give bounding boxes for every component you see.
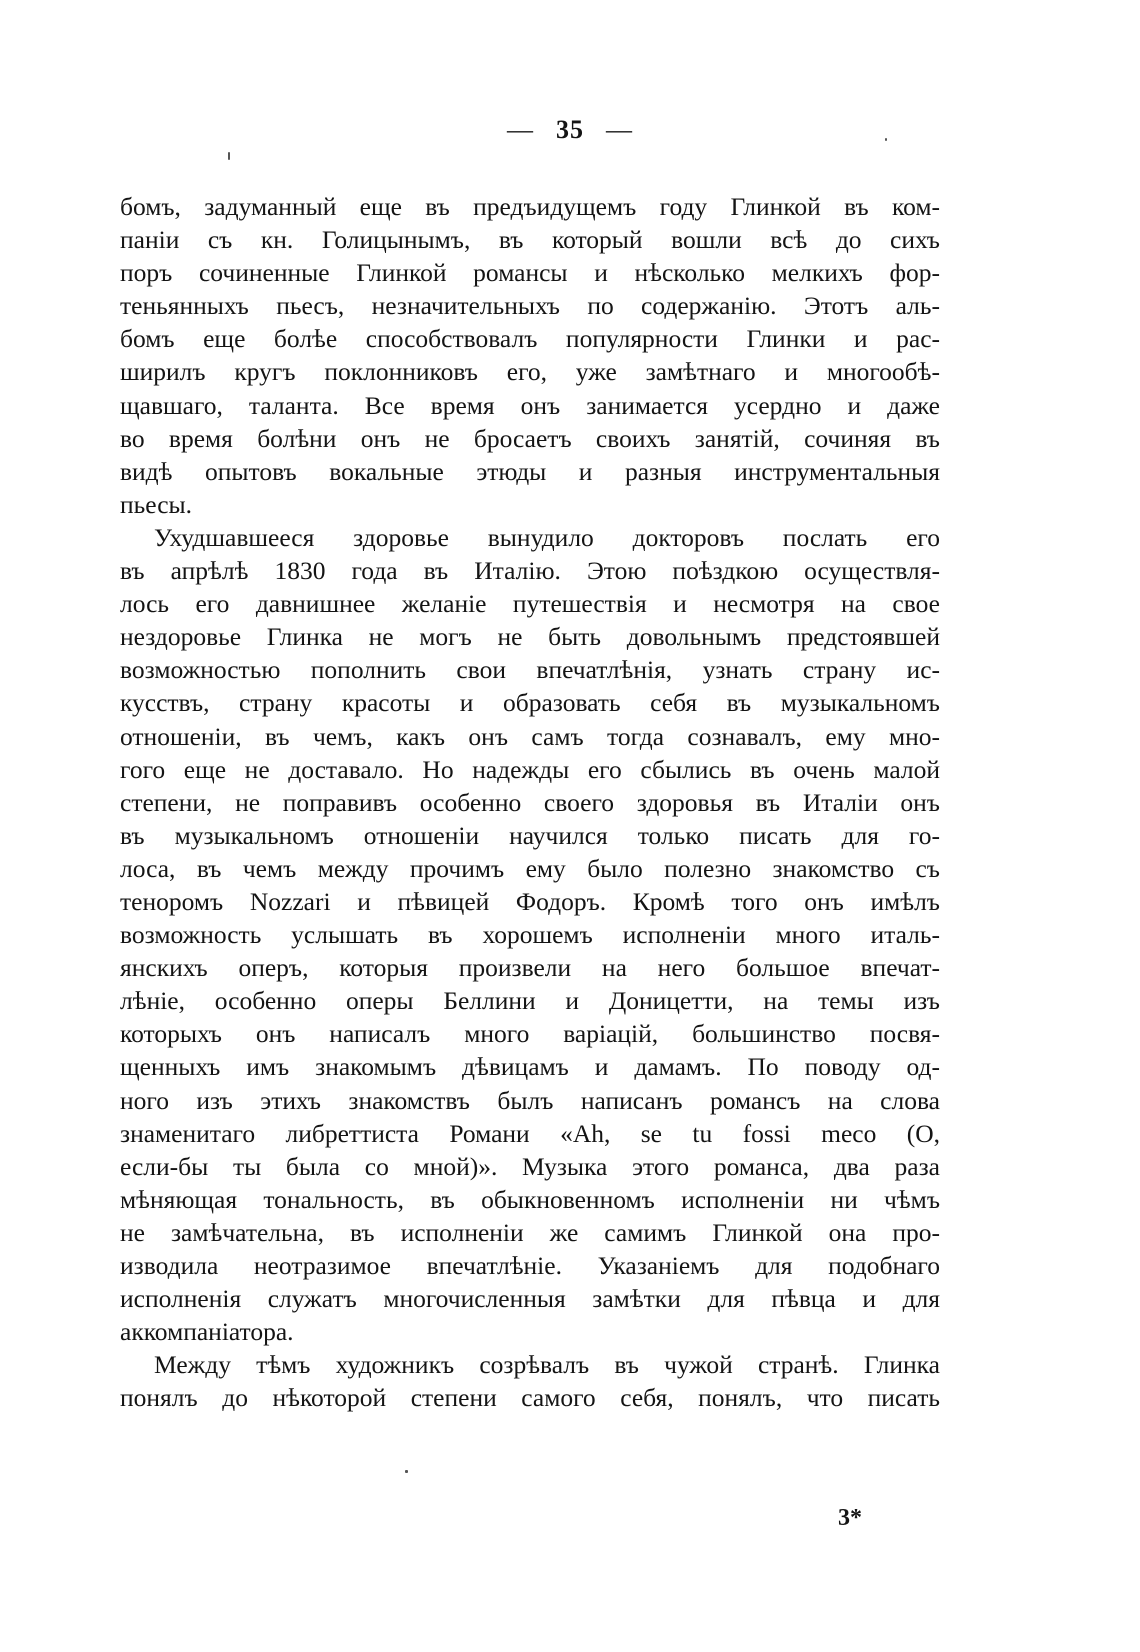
scan-speck — [885, 138, 887, 141]
text-line: изводила неотразимое впечатлѣніе. Указаніемъ для подобнаго — [120, 1251, 940, 1280]
text-line: лось его давнишнее желаніе путешествія и несмотря на свое — [120, 589, 940, 619]
text-line: степени, не поправивъ особенно своего здоровья въ Италіи онъ — [120, 787, 940, 817]
text-line: щенныхъ имъ знакомымъ дѣвицамъ и дамамъ. По поводу од- — [120, 1052, 940, 1082]
text-line: лѣніе, особенно оперы Беллини и Доницетти, на темы изъ — [120, 986, 940, 1016]
page-header — [0, 115, 1140, 145]
text-line: мѣняющая тональность, въ обыкновенномъ исполненіи ни чѣмъ — [120, 1184, 940, 1214]
body-text — [120, 190, 940, 1414]
header-dash-left: — — [507, 115, 534, 144]
text-line: янскихъ оперъ, которыя произвели на него большое впечат- — [120, 953, 940, 983]
text-line: видѣ опытовъ вокальные этюды и разныя инструментальныя — [120, 456, 940, 486]
text-line: возможность услышать въ хорошемъ исполненіи много италь- — [120, 920, 940, 950]
text-line: отношеніи, въ чемъ, какъ онъ самъ тогда сознавалъ, ему мно- — [120, 721, 940, 751]
text-line: теньянныхъ пьесъ, незначительныхъ по содержанію. Этотъ аль- — [120, 291, 940, 321]
text-line: нездоровье Глинка не могъ не быть довольнымъ предстоявшей — [120, 622, 940, 652]
text-line: исполненія служатъ многочисленныя замѣтки для пѣвца и для — [120, 1284, 940, 1314]
text-line: въ апрѣлѣ 1830 года въ Италію. Этою поѣздкою осуществля- — [120, 556, 940, 586]
text-line: аккомпаніатора. — [120, 1317, 294, 1347]
text-line: не замѣчательна, въ исполненіи же самимъ Глинкой она про- — [120, 1217, 940, 1247]
text-line: пьесы. — [120, 489, 193, 519]
scan-speck — [228, 152, 230, 160]
text-line: которыхъ онъ написалъ много варіацій, большинство посвя- — [120, 1019, 940, 1049]
signature-mark: 3* — [838, 1505, 862, 1531]
text-line: въ музыкальномъ отношеніи научился только писать для го- — [120, 820, 940, 850]
text-line: Между тѣмъ художникъ созрѣвалъ въ чужой странѣ. Глинка — [154, 1350, 940, 1380]
text-line: если-бы ты была со мной)». Музыка этого романса, два раза — [120, 1151, 940, 1181]
text-line: бомъ еще болѣе способствовалъ популярности Глинки и рас- — [120, 324, 940, 354]
text-line: поръ сочиненные Глинкой романсы и нѣсколько мелкихъ фор- — [120, 258, 940, 288]
text-line: щавшаго, таланта. Все время онъ занимается усердно и даже — [120, 390, 940, 420]
header-dash-right: — — [606, 115, 633, 144]
text-line: ного изъ этихъ знакомствъ былъ написанъ романсъ на слова — [120, 1085, 940, 1115]
text-line: кусствъ, страну красоты и образовать себя въ музыкальномъ — [120, 688, 940, 718]
text-line: ширилъ кругъ поклонниковъ его, уже замѣтнаго и многообѣ- — [120, 357, 940, 387]
text-line: во время болѣни онъ не бросаетъ своихъ занятій, сочиняя въ — [120, 423, 940, 453]
text-line: паніи съ кн. Голицынымъ, въ который вошли всѣ до сихъ — [120, 225, 940, 255]
text-line: лоса, въ чемъ между прочимъ ему было полезно знакомство съ — [120, 853, 940, 883]
text-line: Ухудшавшееся здоровье вынудило докторовъ послать его — [154, 522, 940, 552]
page-number: 35 — [556, 115, 584, 144]
text-line: знаменитаго либреттиста Романи «Ah, se tu fossi meco (О, — [120, 1118, 940, 1148]
scan-speck — [405, 1470, 408, 1473]
text-line: теноромъ Nozzari и пѣвицей Фодоръ. Кромѣ того онъ имѣлъ — [120, 886, 940, 916]
text-line: бомъ, задуманный еще въ предъидущемъ году Глинкой въ ком- — [120, 192, 940, 221]
text-line: гого еще не доставало. Но надежды его сбылись въ очень малой — [120, 754, 940, 784]
text-line: понялъ до нѣкоторой степени самого себя, понялъ, что писать — [120, 1383, 940, 1413]
text-line: возможностью пополнить свои впечатлѣнія, узнать страну ис- — [120, 655, 940, 685]
